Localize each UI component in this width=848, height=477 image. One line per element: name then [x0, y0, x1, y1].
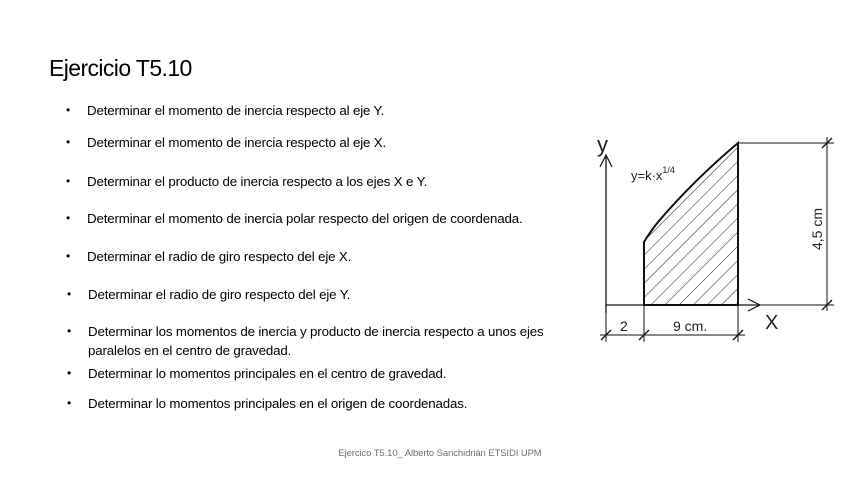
list-item — [67, 322, 578, 360]
list-item-text: Determinar lo momentos principales en el origen de coordenadas. — [88, 396, 468, 411]
bullet-icon: • — [66, 174, 71, 188]
bullet-icon: • — [66, 103, 71, 117]
list-item — [66, 133, 387, 152]
curve-label-base: y=k·x — [631, 168, 663, 183]
width-dimension-label: 9 cm. — [673, 318, 708, 334]
bullet-icon: • — [66, 211, 71, 225]
bullet-icon: • — [67, 324, 72, 338]
list-item — [67, 364, 447, 383]
list-item-text: Determinar el momento de inercia polar respecto del origen de coordenada. — [87, 211, 523, 226]
area-diagram — [590, 125, 840, 345]
bullet-icon: • — [67, 287, 72, 301]
bullet-icon: • — [67, 366, 72, 380]
bullet-icon: • — [66, 249, 71, 263]
list-item-text: Determinar el momento de inercia respecto al eje X. — [87, 135, 387, 150]
list-item-text: Determinar el producto de inercia respecto a los ejes X e Y. — [87, 174, 428, 189]
list-item-text: Determinar los momentos de inercia y producto de inercia respecto a unos ejes paralelos en el centro de gravedad. — [88, 324, 544, 358]
x-axis-label: X — [765, 312, 779, 334]
list-item — [66, 172, 428, 191]
list-item — [67, 285, 351, 304]
area-figure — [590, 125, 840, 350]
list-item — [66, 101, 385, 120]
slide-title: Ejercicio T5.10 — [49, 55, 192, 81]
list-item-text: Determinar el momento de inercia respecto al eje Y. — [87, 103, 385, 118]
bullet-icon: • — [66, 135, 71, 149]
list-item — [66, 247, 352, 266]
list-item-text: Determinar el radio de giro respecto del eje X. — [87, 249, 352, 264]
list-item — [66, 209, 523, 228]
curve-label-exponent: 1/4 — [662, 165, 675, 175]
bullet-icon: • — [67, 396, 72, 410]
height-dimension-label: 4,5 cm — [809, 207, 825, 250]
list-item-text: Determinar lo momentos principales en el centro de gravedad. — [88, 366, 447, 381]
left-offset-label: 2 — [620, 318, 628, 334]
curve-label — [631, 165, 675, 183]
list-item — [67, 394, 468, 413]
list-item-text: Determinar el radio de giro respecto del eje Y. — [88, 287, 351, 302]
slide-footer: Ejercico T5.10_ Alberto Sanchidrián ETSIDI UPM — [338, 448, 542, 459]
y-axis-label: y — [597, 132, 608, 157]
